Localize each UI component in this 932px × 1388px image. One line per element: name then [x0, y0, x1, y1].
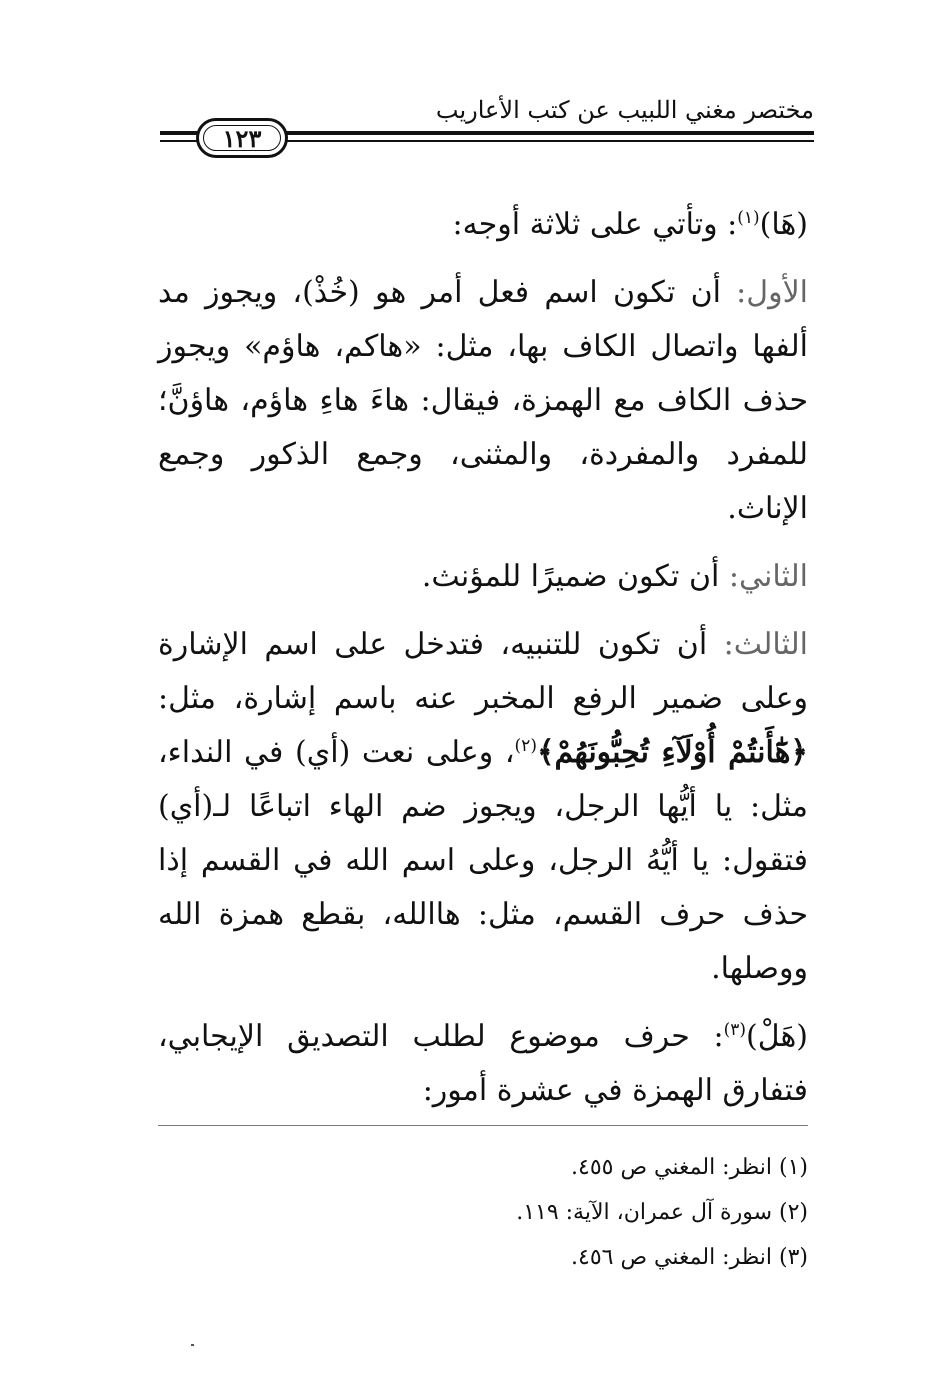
- header-rule: [160, 131, 198, 135]
- section-term-third: الثالث:: [723, 627, 808, 662]
- section-term-second: الثاني:: [728, 559, 808, 594]
- paragraph-first: [158, 266, 808, 536]
- paragraph-text: أن تكون ضميرًا للمؤنث.: [421, 559, 720, 594]
- footnote-3: (٣) انظر: المغني ص ٤٥٦.: [571, 1245, 808, 1270]
- footnote-1: (١) انظر: المغني ص ٤٥٥.: [571, 1155, 808, 1180]
- paragraph-text: أن تكون للتنبيه، فتدخل على اسم الإشارة وعلى ضمير الرفع المخبر عنه باسم إشارة، مثل:: [158, 627, 808, 716]
- paragraph-text: : وتأتي على ثلاثة أوجه:: [452, 207, 738, 242]
- paragraph-hal: [158, 1010, 808, 1118]
- paragraph-text: أن تكون اسم فعل أمر هو (خُذْ)، ويجوز مد ألفها واتصال الكاف بها، مثل: «هاكم، هاؤم» ويجوز حذف الكاف مع الهمزة، فيقال: هاءَ هاءِ هاؤم، هاؤنَّ؛ للمفرد والمفردة، والمثنى، وجمع الذكور وجمع الإناث.: [158, 275, 808, 526]
- footnote-2: (٢) سورة آل عمران، الآية: ١١٩.: [516, 1200, 808, 1225]
- paragraph-ha: [158, 198, 808, 252]
- main-text: [158, 198, 808, 1132]
- page-number: [196, 118, 288, 158]
- running-header-title: مختصر مغني اللبيب عن كتب الأعاريب: [435, 96, 814, 124]
- footnotes: [158, 1146, 808, 1281]
- paragraph-text: ، وعلى نعت (أي) في النداء، مثل: يا أيُّها الرجل، ويجوز ضم الهاء اتباعًا لـ(أي) فتقول: يا أيُّهُ الرجل، وعلى اسم الله في القسم إذا حذف حرف القسم، مثل: هاالله، بقطع همزة الله ووصلها.: [158, 735, 808, 986]
- paragraph-text: : حرف موضوع لطلب التصديق الإيجابي، فتفارق الهمزة في عشرة أمور:: [158, 1019, 808, 1108]
- page-number-text: ١٢٣: [222, 123, 262, 153]
- entry-term-hal: (هَلْ): [746, 1019, 808, 1054]
- paragraph-second: [158, 550, 808, 604]
- header-rule: [284, 140, 814, 142]
- paragraph-third: [158, 618, 808, 996]
- footnote-divider: [158, 1125, 808, 1126]
- quran-verse: ﴿هَٰٓأَنتُمْ أُوْلَآءِ تُحِبُّونَهُمْ﴾: [536, 735, 809, 770]
- header-rule: [284, 131, 814, 135]
- footnote-ref-1: (١): [737, 208, 760, 228]
- scan-speck: [191, 1344, 194, 1346]
- footnote-ref-3: (٣): [723, 1020, 747, 1040]
- footnote-ref-2: (٢): [514, 736, 537, 756]
- header-rule: [160, 140, 198, 142]
- entry-term-ha: (هَا): [759, 207, 808, 242]
- section-term-first: الأول:: [736, 275, 809, 310]
